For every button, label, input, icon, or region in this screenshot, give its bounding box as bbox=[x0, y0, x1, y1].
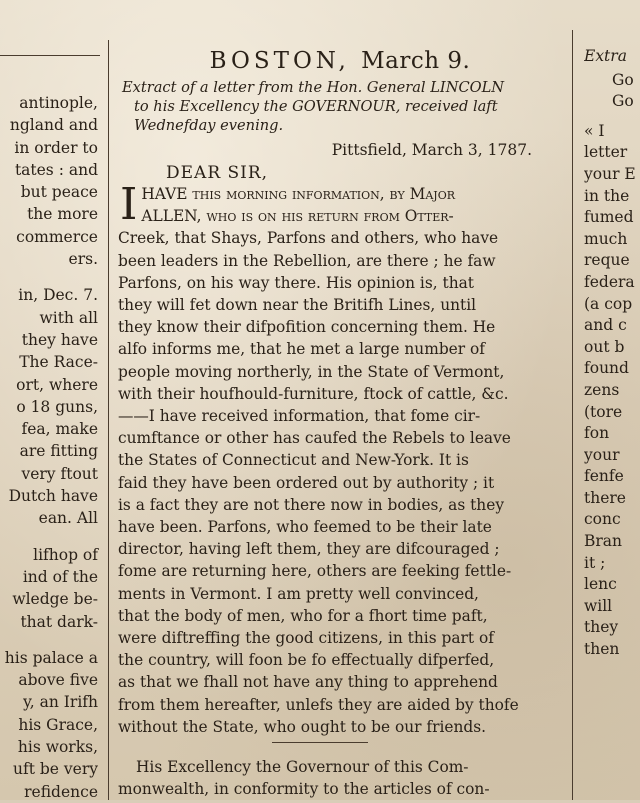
letter-line: alfo informs me, that he met a large number of bbox=[118, 340, 485, 359]
right-column-line: out b bbox=[584, 337, 625, 356]
letter-line: have been. Parfons, who feemed to be their late bbox=[118, 518, 492, 537]
right-column-line: zens bbox=[584, 380, 620, 399]
headline-date: March 9. bbox=[361, 48, 471, 74]
paragraph-gap bbox=[0, 530, 98, 544]
letter-line: Creek, that Shays, Parfons and others, who have bbox=[118, 229, 499, 248]
right-column-line: (a cop bbox=[584, 294, 633, 313]
left-column-line: wledge be- bbox=[12, 590, 98, 609]
letter-line: cumftance or other has caufed the Rebels to leave bbox=[118, 429, 511, 448]
letter-line: ALLEN, who is on his return from Otter- bbox=[141, 207, 454, 226]
right-column-line: « I bbox=[584, 121, 605, 140]
right-column-line: lenc bbox=[584, 575, 617, 594]
right-column-line: much bbox=[584, 229, 628, 248]
letter-line: they will fet down near the Britifh Lines, until bbox=[118, 296, 477, 315]
boston-article bbox=[118, 48, 562, 800]
right-column-line: they bbox=[584, 618, 619, 637]
letter-line: ments in Vermont. I am pretty well convinced, bbox=[118, 584, 479, 603]
intro-line: Extract of a letter from the Hon. General LINCOLN bbox=[122, 79, 505, 96]
paragraph-line: His Excellency the Governour of this Com- bbox=[136, 758, 469, 777]
column-rule-right bbox=[572, 30, 573, 800]
letter-line: ——I have received information, that fome cir- bbox=[118, 407, 481, 426]
right-column-line: letter bbox=[584, 143, 628, 162]
letter-line: without the State, who ought to be our friends. bbox=[118, 717, 487, 736]
right-column-line: Bran bbox=[584, 532, 623, 551]
left-column-line: o 18 guns, bbox=[16, 397, 98, 416]
left-column-line: lifhop of bbox=[33, 545, 98, 564]
left-column-line: his works, bbox=[17, 738, 98, 757]
paragraph-gap bbox=[0, 633, 98, 647]
letter-line: HAVE this morning information, by Major bbox=[141, 185, 456, 203]
left-column-line: they have bbox=[21, 330, 98, 349]
right-column-line: Go bbox=[612, 70, 634, 89]
right-column-line: it ; bbox=[584, 553, 606, 572]
left-column-line: ngland and bbox=[9, 116, 98, 135]
left-column-text bbox=[0, 92, 98, 803]
right-column-text bbox=[584, 46, 640, 661]
right-column-line: and c bbox=[584, 316, 627, 335]
article-headline bbox=[118, 48, 562, 74]
right-column-line: in the bbox=[584, 186, 630, 205]
article-intro bbox=[118, 78, 562, 135]
letter-line: were diftreffing the good citizens, in this part of bbox=[118, 629, 494, 648]
right-column-line: there bbox=[584, 488, 626, 507]
next-paragraph bbox=[118, 756, 562, 800]
right-column-line: federa bbox=[584, 272, 635, 291]
left-column-line: the more bbox=[27, 205, 98, 224]
left-column-line: ers. bbox=[68, 250, 98, 269]
left-column-line: very ftout bbox=[21, 464, 98, 483]
right-column-line: Go bbox=[612, 92, 634, 111]
left-column-line: The Race- bbox=[19, 353, 98, 372]
left-column-line: fea, make bbox=[21, 420, 98, 439]
left-column-line: uft be very bbox=[13, 760, 98, 779]
left-column-line: his Grace, bbox=[18, 715, 98, 734]
left-column-line: refidence bbox=[24, 782, 98, 801]
headline-city: BOSTON, bbox=[209, 48, 350, 74]
paragraph-gap bbox=[0, 270, 98, 284]
left-column-line: ean. All bbox=[38, 509, 98, 528]
left-column-line: above five bbox=[18, 671, 98, 690]
letter-body bbox=[118, 179, 562, 738]
right-column-line: fon bbox=[584, 424, 610, 443]
right-column-line: fumed bbox=[584, 208, 634, 227]
left-column-line: ind of the bbox=[22, 567, 98, 586]
letter-line: with their houfhould-furniture, ftock of cattle, &c. bbox=[118, 384, 509, 403]
left-column-line: his palace a bbox=[4, 648, 98, 667]
left-column-line: with all bbox=[39, 308, 98, 327]
left-column-line: are fitting bbox=[19, 442, 98, 461]
left-column-line: commerce bbox=[16, 227, 98, 246]
intro-line: Wednefday evening. bbox=[134, 117, 284, 134]
letter-line: the country, will foon be fo effectually difperfed, bbox=[118, 651, 495, 670]
letter-line: Parfons, on his way there. His opinion is, that bbox=[118, 273, 474, 292]
drop-cap: I bbox=[120, 179, 138, 230]
right-column-line: will bbox=[584, 596, 613, 615]
column-rule-left bbox=[108, 40, 109, 800]
right-column-line: reque bbox=[584, 251, 630, 270]
right-column-line: then bbox=[584, 640, 620, 659]
letter-line: the States of Connecticut and New-York. It is bbox=[118, 451, 469, 470]
left-column-line: Dutch have bbox=[8, 487, 98, 506]
letter-line: been leaders in the Rebellion, are there ; he faw bbox=[118, 251, 496, 270]
left-column-line: that dark- bbox=[20, 612, 98, 631]
letter-line: is a fact they are not there now in bodies, as they bbox=[118, 495, 505, 514]
letter-line: as that we fhall not have any thing to apprehend bbox=[118, 673, 498, 692]
left-column-line: but peace bbox=[20, 183, 98, 202]
right-column-line: fenfe bbox=[584, 467, 624, 486]
left-column-top-rule bbox=[0, 55, 100, 56]
letter-line: from them hereafter, unlefs they are aided by thofe bbox=[118, 695, 519, 714]
right-column-line: your E bbox=[584, 164, 636, 183]
right-column-line: found bbox=[584, 359, 629, 378]
left-column-line: in, Dec. 7. bbox=[18, 286, 98, 305]
right-column-line: (tore bbox=[584, 402, 623, 421]
right-column-line: your bbox=[584, 445, 620, 464]
left-column-line: tates : and bbox=[14, 160, 98, 179]
letter-salutation: DEAR SIR, bbox=[166, 163, 269, 183]
intro-line: to his Excellency the GOVERNOUR, received laft bbox=[134, 98, 498, 115]
paragraph-gap bbox=[584, 113, 640, 121]
letter-line: they know their difpofition concerning them. He bbox=[118, 318, 496, 337]
left-column-line: in order to bbox=[14, 138, 98, 157]
left-column-line: antinople, bbox=[19, 94, 98, 112]
letter-line: faid they have been ordered out by authority ; it bbox=[118, 473, 495, 492]
right-column-line: conc bbox=[584, 510, 621, 529]
left-column-line: y, an Irifh bbox=[23, 693, 98, 712]
letter-dateline: Pittsfield, March 3, 1787. bbox=[331, 141, 532, 159]
left-column-line: ort, where bbox=[16, 375, 98, 394]
paragraph-line: monwealth, in conformity to the articles of con- bbox=[118, 780, 490, 799]
letter-line: fome are returning here, others are feeking fettle- bbox=[118, 562, 512, 581]
letter-line: director, having left them, they are difcouraged ; bbox=[118, 540, 500, 559]
letter-line: people moving northerly, in the State of Vermont, bbox=[118, 362, 505, 381]
letter-line: that the body of men, who for a fhort time paft, bbox=[118, 606, 488, 625]
right-column-heading: Extra bbox=[584, 47, 627, 65]
